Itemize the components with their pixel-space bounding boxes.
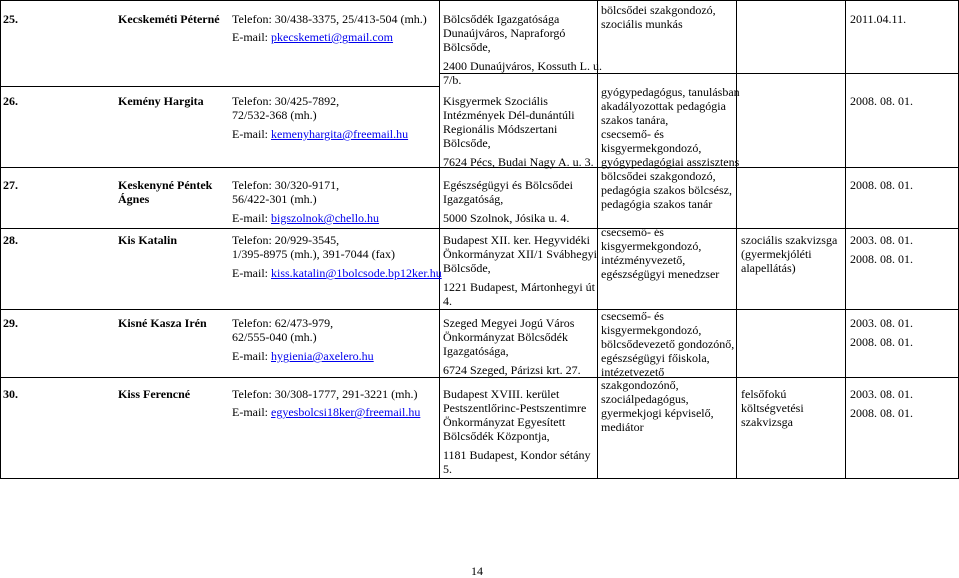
role-line: intézményvezető,: [601, 253, 686, 267]
email-line: [232, 266, 442, 280]
role-line: szociális munkás: [601, 17, 683, 31]
institution-line: Igazgatósága,: [443, 344, 509, 358]
person-name: Kecskeméti Péterné: [118, 12, 220, 26]
row-separator: [439, 309, 959, 310]
person-name: Ágnes: [118, 192, 150, 206]
role-line: csecsemő- és: [601, 225, 664, 239]
institution-line: Bölcsőde,: [443, 136, 491, 150]
role-line: pedagógia szakos bölcsész,: [601, 183, 732, 197]
email-link[interactable]: kemenyhargita@freemail.hu: [271, 127, 409, 141]
institution-line: 2400 Dunaújváros, Kossuth L. u.: [443, 59, 602, 73]
phone-line: Telefon: 62/473-979,: [232, 316, 334, 330]
row-number: 28.: [3, 233, 18, 247]
phone-line: Telefon: 30/320-9171,: [232, 178, 340, 192]
date-line: 2003. 08. 01.: [850, 233, 913, 247]
qualification-line: szakvizsga: [741, 415, 793, 429]
institution-line: Pestszentlőrinc-Pestszentimre: [443, 401, 587, 415]
phone-line: 72/532-368 (mh.): [232, 108, 317, 122]
role-line: mediátor: [601, 420, 644, 434]
row-number: 26.: [3, 94, 18, 108]
row-separator: [439, 73, 959, 74]
institution-line: Bölcsődék Igazgatósága: [443, 12, 560, 26]
institution-line: Bölcsőde,: [443, 40, 491, 54]
row-number: 30.: [3, 387, 18, 401]
qualification-line: költségvetési: [741, 401, 804, 415]
email-line: [232, 349, 374, 363]
institution-line: Kisgyermek Szociális: [443, 94, 548, 108]
institution-line: Regionális Módszertani: [443, 122, 558, 136]
qualification-line: felsőfokú: [741, 387, 787, 401]
table-bottom-border: [0, 478, 959, 479]
email-link[interactable]: bigszolnok@chello.hu: [271, 211, 380, 225]
phone-line: 1/395-8975 (mh.), 391-7044 (fax): [232, 247, 395, 261]
email-link[interactable]: kiss.katalin@1bolcsode.bp12ker.hu: [271, 266, 442, 280]
phone-line: 62/555-040 (mh.): [232, 330, 317, 344]
institution-line: Önkormányzat Bölcsődék: [443, 330, 568, 344]
institution-line: 4.: [443, 294, 452, 308]
date-line: 2003. 08. 01.: [850, 387, 913, 401]
qualification-line: (gyermekjóléti: [741, 247, 812, 261]
institution-line: Igazgatóság,: [443, 192, 504, 206]
email-label: E-mail:: [232, 127, 271, 141]
row-separator: [0, 228, 439, 229]
role-line: bölcsődevezető gondozónő,: [601, 337, 735, 351]
institution-line: 7/b.: [443, 73, 462, 87]
email-link[interactable]: egyesbolcsi18ker@freemail.hu: [271, 405, 421, 419]
role-line: csecsemő- és: [601, 127, 664, 141]
institution-line: Szeged Megyei Jogú Város: [443, 316, 575, 330]
phone-line: Telefon: 30/425-7892,: [232, 94, 340, 108]
person-name: Kis Katalin: [118, 233, 178, 247]
role-line: kisgyermekgondozó,: [601, 141, 702, 155]
institution-line: Önkormányzat XII/1 Svábhegyi: [443, 247, 597, 261]
row-number: 29.: [3, 316, 18, 330]
row-separator: [0, 309, 439, 310]
email-label: E-mail:: [232, 349, 271, 363]
phone-line: Telefon: 30/308-1777, 291-3221 (mh.): [232, 387, 418, 401]
role-line: szakgondozónő,: [601, 378, 679, 392]
email-label: E-mail:: [232, 30, 271, 44]
table-top-border: [0, 0, 959, 1]
date-line: 2003. 08. 01.: [850, 316, 913, 330]
role-line: gyermekjogi képviselő,: [601, 406, 714, 420]
column-divider: [439, 0, 440, 479]
role-line: szakos tanára,: [601, 113, 669, 127]
phone-line: Telefon: 20/929-3545,: [232, 233, 340, 247]
role-line: egészségügyi menedzser: [601, 267, 720, 281]
role-line: bölcsődei szakgondozó,: [601, 3, 716, 17]
date-line: 2008. 08. 01.: [850, 178, 913, 192]
email-label: E-mail:: [232, 405, 271, 419]
institution-line: 1181 Budapest, Kondor sétány: [443, 448, 591, 462]
row-separator: [0, 167, 439, 168]
role-line: gyógypedagógus, tanulásban: [601, 85, 740, 99]
phone-line: Telefon: 30/438-3375, 25/413-504 (mh.): [232, 12, 427, 26]
institution-line: Intézmények Dél-dunántúli: [443, 108, 575, 122]
role-line: kisgyermekgondozó,: [601, 323, 702, 337]
email-line: [232, 211, 379, 225]
column-divider: [845, 0, 846, 479]
role-line: intézetvezető: [601, 365, 665, 379]
institution-line: Budapest XVIII. kerület: [443, 387, 560, 401]
institution-line: 1221 Budapest, Mártonhegyi út: [443, 280, 595, 294]
phone-line: 56/422-301 (mh.): [232, 192, 317, 206]
qualification-line: alapellátás): [741, 261, 796, 275]
institution-line: 5.: [443, 462, 452, 476]
row-number: 25.: [3, 12, 18, 26]
role-line: kisgyermekgondozó,: [601, 239, 702, 253]
email-link[interactable]: pkecskemeti@gmail.com: [271, 30, 394, 44]
row-separator: [0, 86, 439, 87]
role-line: szociálpedagógus,: [601, 392, 689, 406]
email-line: [232, 405, 420, 419]
email-line: [232, 30, 393, 44]
email-label: E-mail:: [232, 211, 271, 225]
institution-line: Dunaújváros, Napraforgó: [443, 26, 566, 40]
date-line: 2011.04.11.: [850, 12, 907, 26]
qualification-line: szociális szakvizsga: [741, 233, 838, 247]
role-line: pedagógia szakos tanár: [601, 197, 713, 211]
person-name: Kisné Kasza Irén: [118, 316, 207, 330]
role-line: csecsemő- és: [601, 309, 664, 323]
institution-line: 5000 Szolnok, Jósika u. 4.: [443, 211, 570, 225]
date-line: 2008. 08. 01.: [850, 406, 913, 420]
role-line: akadályozottak pedagógia: [601, 99, 726, 113]
role-line: egészségügyi főiskola,: [601, 351, 710, 365]
column-divider: [0, 0, 1, 479]
person-name: Kiss Ferencné: [118, 387, 191, 401]
date-line: 2008. 08. 01.: [850, 252, 913, 266]
page-number: 14: [471, 564, 483, 578]
role-line: gyógypedagógiai asszisztens: [601, 155, 740, 169]
row-separator: [0, 377, 439, 378]
email-link[interactable]: hygienia@axelero.hu: [271, 349, 374, 363]
institution-line: 7624 Pécs, Budai Nagy A. u. 3.: [443, 155, 594, 169]
email-line: [232, 127, 408, 141]
date-line: 2008. 08. 01.: [850, 94, 913, 108]
institution-line: Bölcsőde,: [443, 261, 491, 275]
column-divider: [736, 0, 737, 479]
person-name: Kemény Hargita: [118, 94, 204, 108]
institution-line: Önkormányzat Egyesített: [443, 415, 566, 429]
row-separator: [439, 377, 959, 378]
row-number: 27.: [3, 178, 18, 192]
role-line: bölcsődei szakgondozó,: [601, 169, 716, 183]
row-separator: [439, 228, 959, 229]
institution-line: Budapest XII. ker. Hegyvidéki: [443, 233, 590, 247]
institution-line: 6724 Szeged, Párizsi krt. 27.: [443, 363, 581, 377]
email-label: E-mail:: [232, 266, 271, 280]
institution-line: Bölcsődék Központja,: [443, 429, 550, 443]
institution-line: Egészségügyi és Bölcsődei: [443, 178, 573, 192]
person-name: Keskenyné Péntek: [118, 178, 213, 192]
date-line: 2008. 08. 01.: [850, 335, 913, 349]
